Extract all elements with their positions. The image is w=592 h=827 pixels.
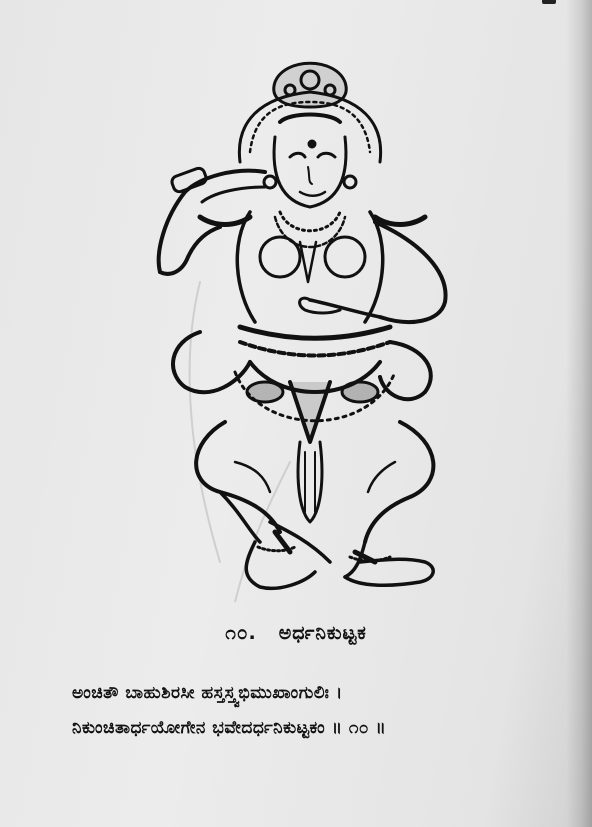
dancer-illustration [140, 42, 490, 602]
caption-title: ಅರ್ಧನಿಕುಟ್ಟಕ [278, 622, 367, 644]
page-edge-shadow [566, 0, 592, 827]
verse-line-1: ಅಂಚಿತೌ ಬಾಹುಶಿರಸೀ ಹಸ್ತಸ್ತ್ವಭಿಮುಖಾಂಗುಲಿಃ । [72, 683, 343, 703]
corner-mark [542, 0, 556, 4]
dancer-figure-icon [140, 42, 490, 602]
caption-number: ೧೦. [225, 622, 257, 644]
illustration-caption [0, 622, 592, 644]
verse-line-2: ನಿಕುಂಚಿತಾರ್ಧಯೋಗೇನ ಭವೇದರ್ಧನಿಕುಟ್ಟಕಂ ॥ ೧೦ ॥ [72, 718, 387, 738]
